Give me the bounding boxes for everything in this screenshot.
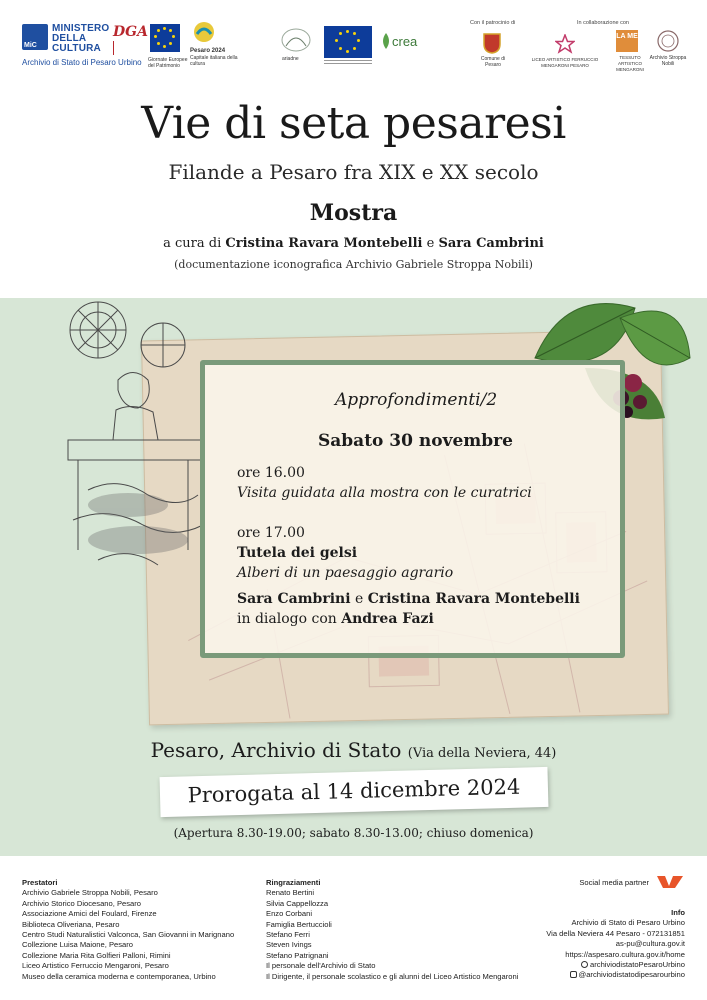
event-1: Visita guidata alla mostra con le curatrici — [237, 485, 532, 501]
eu-flag-logo — [324, 26, 374, 66]
dialog-name: Andrea Fazi — [341, 611, 434, 627]
giornate-europee-logo — [148, 24, 188, 70]
comune-crest-icon — [482, 32, 502, 54]
ringraziamenti-column — [266, 878, 518, 982]
dialog-line — [237, 611, 434, 627]
list-item: Archivio Storico Diocesano, Pesaro — [22, 898, 142, 908]
extension-text: Prorogata al 14 dicembre 2024 — [187, 774, 521, 808]
pesaro-2024-caption: Capitale italiana della cultura — [190, 55, 238, 67]
list-item: Museo della ceramica moderna e contemporanea, Urbino — [22, 971, 216, 981]
event-2-title: Tutela dei gelsi — [237, 545, 358, 561]
list-item: Stefano Patrignani — [266, 950, 329, 960]
info-line: Archivio di Stato di Pesaro Urbino — [571, 918, 685, 928]
info-line: Via della Neviera 44 Pesaro - 072131851 — [546, 928, 685, 938]
pesaro-2024-logo — [190, 20, 240, 70]
social-partner-logo-icon — [655, 872, 685, 890]
prestatori-column — [22, 878, 234, 982]
venue-place: Pesaro, Archivio di Stato — [150, 738, 402, 762]
comune-pesaro-logo — [476, 32, 510, 72]
list-item: Associazione Amici del Foulard, Firenze — [22, 909, 157, 919]
list-item: Liceo Artistico Ferruccio Mengaroni, Pesaro — [22, 961, 169, 971]
list-item: Centro Studi Naturalistici Valconca, San Giovanni in Marignano — [22, 930, 235, 940]
stroppa-seal-icon — [657, 30, 679, 52]
info-title: Info — [671, 908, 685, 917]
list-item: Collezione Maria Rita Golfieri Palloni, Rimini — [22, 950, 171, 960]
crea-text: crea — [392, 34, 418, 49]
dga-mark: DGA — [113, 24, 148, 40]
curator-2: Sara Cambrini — [438, 236, 544, 251]
event-2-subtitle: Alberi di un paesaggio agrario — [237, 565, 454, 581]
giornate-caption: Giornate Europee del Patrimonio — [148, 57, 188, 69]
list-item: Silvia Cappellozza — [266, 898, 329, 908]
time-2: ore 17.00 — [237, 525, 305, 541]
crea-leaf-icon — [380, 32, 392, 50]
list-item: Stefano Ferri — [266, 930, 310, 940]
series-label: Approfondimenti/2 — [335, 390, 498, 410]
list-item: Archivio Gabriele Stroppa Nobili, Pesaro — [22, 888, 158, 898]
liceo-artistico-logo — [522, 34, 608, 70]
footer — [0, 856, 707, 1000]
ministero-subtitle: Archivio di Stato di Pesaro Urbino — [22, 58, 142, 67]
stroppa-nobili-logo — [648, 30, 688, 70]
list-item: Collezione Luisa Maione, Pesaro — [22, 940, 134, 950]
speakers-conj: e — [354, 591, 364, 607]
list-item: Renato Bertini — [266, 888, 315, 898]
list-item: Biblioteca Oliveriana, Pesaro — [22, 919, 120, 929]
mic-mark: MiC — [24, 42, 37, 49]
prestatori-title: Prestatori — [22, 878, 58, 887]
info-facebook[interactable] — [546, 960, 685, 970]
info-instagram[interactable] — [546, 970, 685, 980]
facebook-handle: archiviodistatoPesaroUrbino — [590, 960, 685, 970]
comune-caption: Comune di Pesaro — [480, 56, 506, 68]
list-item: Enzo Corbani — [266, 909, 313, 919]
dialog-prefix: in dialogo con — [237, 611, 337, 627]
eu-flag-icon — [324, 26, 372, 58]
curator-1: Cristina Ravara Montebelli — [225, 236, 423, 251]
venue-line — [0, 738, 707, 762]
ringraziamenti-title: Ringraziamenti — [266, 878, 321, 887]
ministero-name: MINISTERO DELLA CULTURA — [52, 23, 110, 54]
tessuto-caption: TESSUTO ARTISTICO MENGARONI — [616, 55, 644, 72]
lame-mark: LA ME — [616, 30, 638, 52]
curators-line — [0, 236, 707, 251]
info-email[interactable]: as-pu@cultura.gov.it — [615, 939, 685, 949]
instagram-icon — [570, 971, 577, 978]
dga-logo — [113, 24, 148, 58]
collaborazione-label: In collaborazione con — [577, 20, 629, 26]
list-item: Steven Ivings — [266, 940, 312, 950]
eu-stars-icon — [150, 24, 180, 52]
stroppa-caption: Archivio Stroppa Nobili — [649, 55, 687, 67]
facebook-icon — [581, 961, 588, 968]
exhibition-label: Mostra — [309, 200, 398, 226]
curators-prefix: a cura di — [163, 236, 222, 251]
tessuto-artistico-logo — [610, 30, 644, 70]
speaker-1: Sara Cambrini — [237, 591, 351, 607]
info-column — [546, 908, 685, 981]
list-item: Famiglia Bertuccioli — [266, 919, 332, 929]
ariadne-logo — [276, 26, 320, 66]
liceo-caption: LICEO ARTISTICO FERRUCCIO MENGARONI PESARO — [531, 57, 599, 68]
liceo-star-icon — [555, 34, 575, 54]
crea-logo — [380, 32, 428, 56]
page-title: Vie di seta pesaresi — [141, 98, 566, 149]
time-1: ore 16.00 — [237, 465, 305, 481]
instagram-handle: @archiviodistatodipesarourbino — [578, 970, 685, 980]
info-website[interactable]: https://aspesaro.cultura.gov.it/home — [565, 949, 685, 959]
list-item: Il personale dell'Archivio di Stato — [266, 961, 376, 971]
event-date: Sabato 30 novembre — [318, 431, 513, 451]
social-partner-label: Social media partner — [579, 878, 649, 887]
documentation-note: (documentazione iconografica Archivio Gabriele Stroppa Nobili) — [174, 258, 533, 271]
program-box — [200, 360, 625, 658]
opening-hours: (Apertura 8.30-19.00; sabato 8.30-13.00; chiuso domenica) — [173, 826, 534, 840]
ariadne-caption: ariadne — [282, 56, 299, 62]
venue-address: (Via della Neviera, 44) — [407, 746, 557, 761]
list-item: Il Dirigente, il personale scolastico e gli alunni del Liceo Artistico Mengaroni — [266, 971, 519, 981]
pesaro-2024-mark-icon — [192, 20, 216, 44]
logo-bar — [0, 0, 707, 80]
speakers-line — [237, 591, 580, 607]
patrocinio-label: Con il patrocinio di — [470, 20, 516, 26]
pesaro-2024-title: Pesaro 2024 — [190, 48, 226, 54]
speaker-2: Cristina Ravara Montebelli — [367, 591, 580, 607]
curators-conj: e — [426, 236, 435, 251]
ariadne-mark-icon — [276, 26, 316, 56]
silk-worker-engraving-icon — [58, 290, 208, 590]
page-subtitle: Filande a Pesaro fra XIX e XX secolo — [168, 160, 539, 184]
